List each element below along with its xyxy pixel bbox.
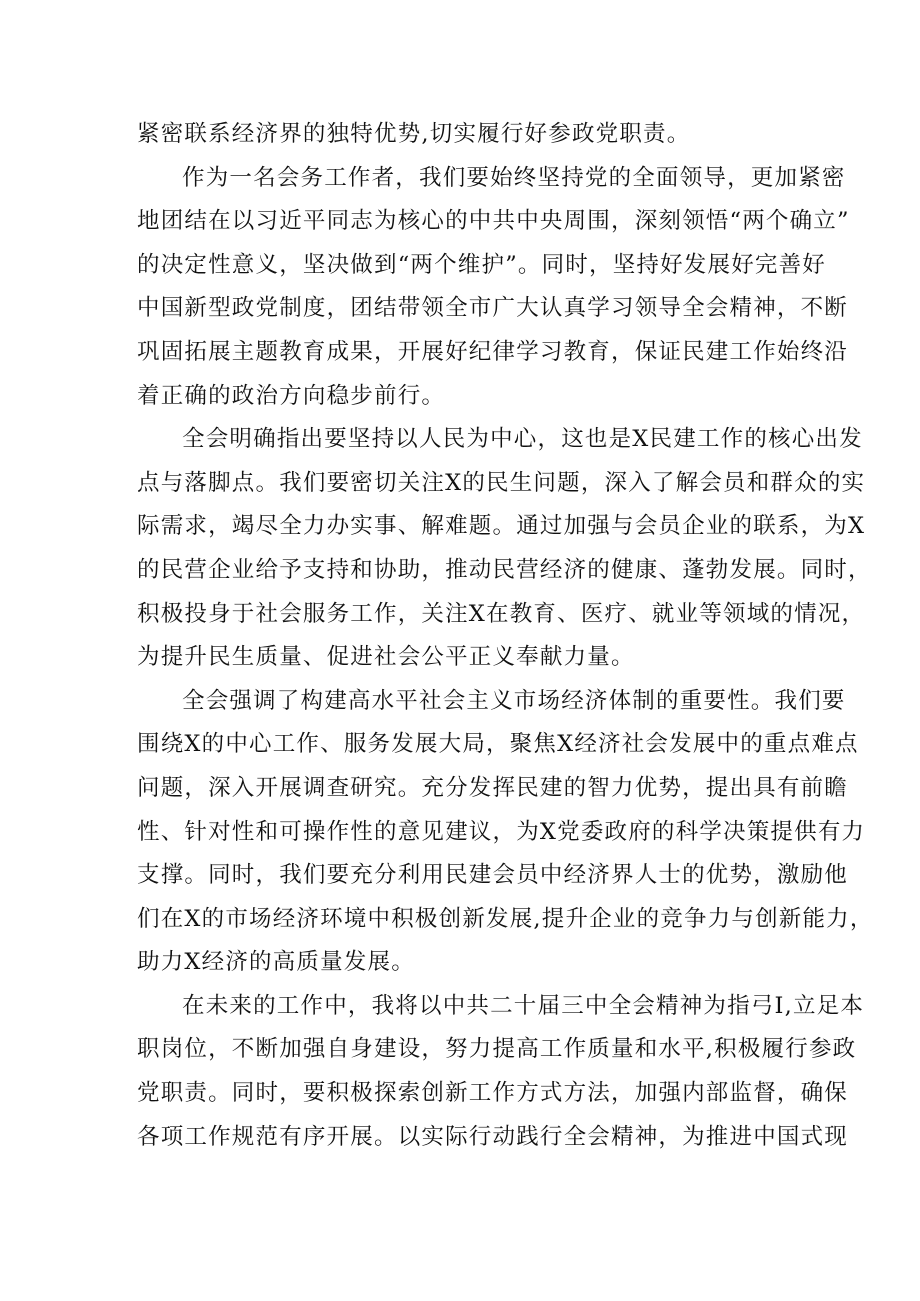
text-line: 支撑。同时，我们要充分利用民建会员中经济界人士的优势，激励他 — [137, 862, 849, 889]
text-line: 际需求，竭尽全力办实事、解难题。通过加强与会员企业的联系，为X — [137, 513, 866, 540]
text-line: 地团结在以习近平同志为核心的中共中央周围，深刻领悟“两个确立” — [137, 208, 850, 235]
text-line: 在未来的工作中，我将以中共二十届三中全会精神为指弓I,立足本 — [182, 992, 865, 1019]
text-line: 职岗位，不断加强自身建设，努力提高工作质量和水平,积极履行参政 — [137, 1036, 857, 1063]
text-line: 巩固拓展主题教育成果，开展好纪律学习教育，保证民建工作始终沿 — [137, 338, 849, 365]
text-line: 作为一名会务工作者，我们要始终坚持党的全面领导，更加紧密 — [182, 164, 846, 191]
text-line: 中国新型政党制度，团结带领全市广大认真学习领导全会精神，不断 — [137, 295, 849, 322]
paragraph-4 — [137, 680, 874, 985]
paragraph-5 — [137, 985, 865, 1159]
paragraph-3 — [137, 418, 872, 680]
text-line: 围绕X的中心工作、服务发展大局，聚焦X经济社会发展中的重点难点 — [137, 731, 859, 758]
text-line: 问题，深入开展调查研究。充分发挥民建的智力优势，提出具有前瞻 — [137, 774, 849, 801]
text-line: 紧密联系经济界的独特优势,切实履行好参政党职责。 — [137, 121, 691, 147]
text-line: 性、针对性和可操作性的意见建议，为X党委政府的科学决策提供有力 — [137, 818, 866, 845]
text-line: 全会明确指出要坚持以人民为中心，这也是X民建工作的核心出发 — [182, 426, 863, 453]
text-line: 的决定性意义，坚决做到“两个维护”。同时，坚持好发展好完善好 — [137, 251, 827, 278]
paragraph-1 — [137, 113, 793, 157]
text-line: 点与落脚点。我们要密切关注X的民生问题，深入了解会员和群众的实 — [137, 469, 866, 496]
text-line: 党职责。同时，要积极探索创新工作方式方法，加强内部监督，确保 — [137, 1080, 849, 1107]
text-line: 们在X的市场经济环境中积极创新发展,提升企业的竞争力与创新能力， — [137, 905, 874, 932]
text-line: 各项工作规范有序开展。以实际行动践行全会精神，为推进中国式现 — [137, 1123, 849, 1150]
text-line: 的民营企业给予支持和协助，推动民营经济的健康、蓬勃发展。同时， — [137, 556, 872, 583]
text-line: 着正确的政治方向稳步前行。 — [137, 382, 446, 409]
document-body — [137, 113, 874, 1159]
text-line: 为提升民生质量、促进社会公平正义奉献力量。 — [137, 644, 635, 671]
text-line: 积极投身于社会服务工作，关注X在教育、医疗、就业等领域的情况， — [137, 600, 866, 627]
text-line: 助力X经济的高质量发展。 — [137, 949, 415, 976]
text-line: 全会强调了构建高水平社会主义市场经济体制的重要性。我们要 — [182, 687, 846, 714]
paragraph-2 — [137, 157, 850, 419]
